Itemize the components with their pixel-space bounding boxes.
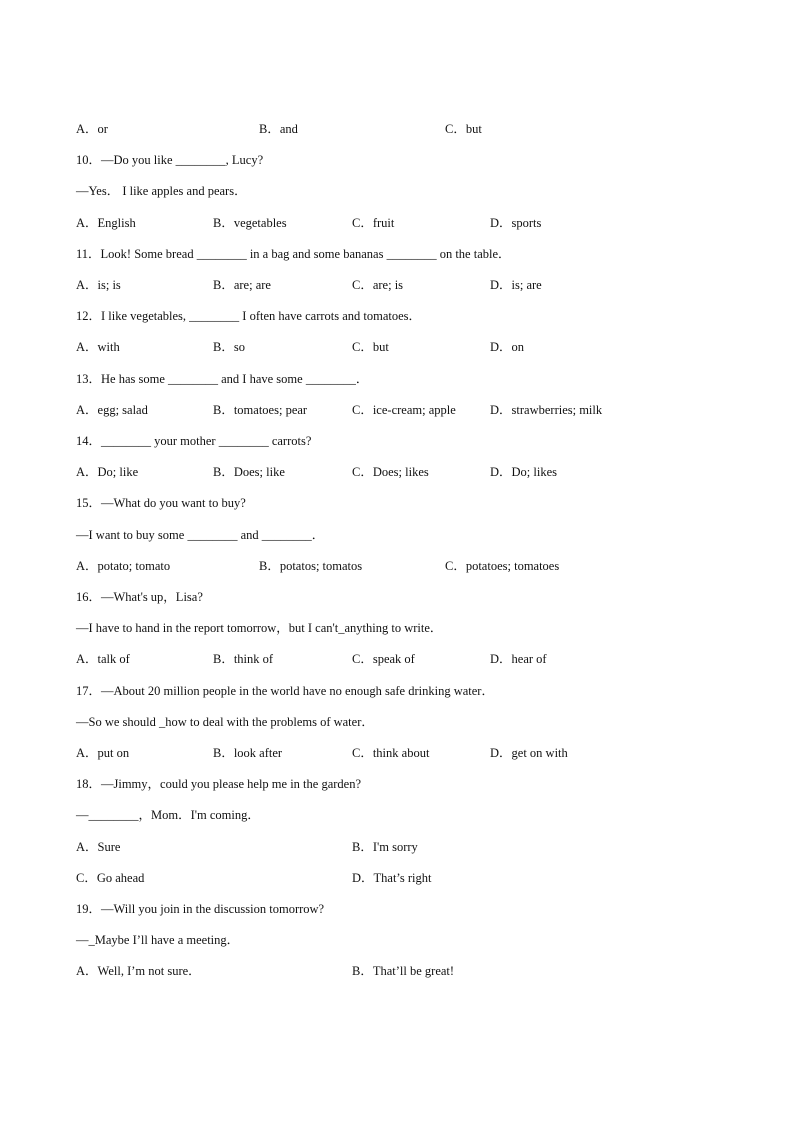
q13-option-a: A．egg; salad — [76, 403, 148, 417]
q13-option-b: B．tomatoes; pear — [213, 403, 308, 417]
q14-option-c: C．Does; likes — [352, 465, 429, 479]
q18-stem: 18．—Jimmy，could you please help me in the garden? — [76, 777, 362, 791]
q15-option-a: A．potato; tomato — [76, 559, 171, 573]
q10-option-b: B．vegetables — [213, 216, 287, 230]
q13-option-c: C．ice-cream; apple — [352, 403, 456, 417]
q12-option-d: D．on — [490, 340, 525, 354]
q13-option-d: D．strawberries; milk — [490, 403, 603, 417]
q18-reply: —________，Mom．I'm coming． — [76, 808, 260, 822]
q10-stem: 10．—Do you like ________, Lucy? — [76, 153, 264, 167]
q16-option-b: B．think of — [213, 652, 274, 666]
q12-option-b: B．so — [213, 340, 245, 354]
q19-stem: 19．—Will you join in the discussion tomorrow? — [76, 902, 325, 916]
q15-reply: —I want to buy some ________ and ________． — [76, 528, 325, 542]
q11-option-c: C．are; is — [352, 278, 404, 292]
q18-option-d: D．That’s right — [352, 871, 432, 885]
q19-option-b: B．That’ll be great! — [352, 964, 455, 978]
q17-option-a: A．put on — [76, 746, 130, 760]
q16-option-d: D．hear of — [490, 652, 547, 666]
q16-option-c: C．speak of — [352, 652, 415, 666]
q15-option-b: B．potatos; tomatos — [259, 559, 363, 573]
q11-stem: 11．Look! Some bread ________ in a bag and some bananas ________ on the table． — [76, 247, 511, 261]
q18-option-c: C．Go ahead — [76, 871, 145, 885]
q18-option-a: A．Sure — [76, 840, 121, 854]
q10-option-d: D．sports — [490, 216, 542, 230]
q17-reply: —So we should _how to deal with the problems of water． — [76, 715, 374, 729]
q16-option-a: A．talk of — [76, 652, 130, 666]
q15-option-c: C．potatoes; tomatoes — [445, 559, 560, 573]
q9-option-b: B．and — [259, 122, 298, 136]
q17-stem: 17．—About 20 million people in the world have no enough safe drinking water． — [76, 684, 494, 698]
q11-option-a: A．is; is — [76, 278, 121, 292]
q11-option-b: B．are; are — [213, 278, 271, 292]
q11-option-d: D．is; are — [490, 278, 542, 292]
q9-option-c: C．but — [445, 122, 482, 136]
q14-option-a: A．Do; like — [76, 465, 139, 479]
q19-reply: —_Maybe I’ll have a meeting． — [76, 933, 240, 947]
q14-stem: 14．________ your mother ________ carrots? — [76, 434, 312, 448]
q13-stem: 13．He has some ________ and I have some ________． — [76, 372, 369, 386]
q18-option-b: B．I'm sorry — [352, 840, 418, 854]
q15-stem: 15．—What do you want to buy? — [76, 496, 246, 510]
q10-reply: —Yes． I like apples and pears． — [76, 184, 247, 198]
q9-option-a: A．or — [76, 122, 108, 136]
q14-option-b: B．Does; like — [213, 465, 285, 479]
q16-reply: —I have to hand in the report tomorrow，but I can't_anything to write． — [76, 621, 443, 635]
q14-option-d: D．Do; likes — [490, 465, 558, 479]
q17-option-c: C．think about — [352, 746, 430, 760]
q12-stem: 12．I like vegetables, ________ I often have carrots and tomatoes． — [76, 309, 422, 323]
q10-option-a: A．English — [76, 216, 136, 230]
q12-option-c: C．but — [352, 340, 389, 354]
q10-option-c: C．fruit — [352, 216, 395, 230]
q19-option-a: A．Well, I’m not sure． — [76, 964, 201, 978]
q16-stem: 16．—What's up，Lisa? — [76, 590, 203, 604]
q17-option-b: B．look after — [213, 746, 283, 760]
q12-option-a: A．with — [76, 340, 120, 354]
q17-option-d: D．get on with — [490, 746, 568, 760]
